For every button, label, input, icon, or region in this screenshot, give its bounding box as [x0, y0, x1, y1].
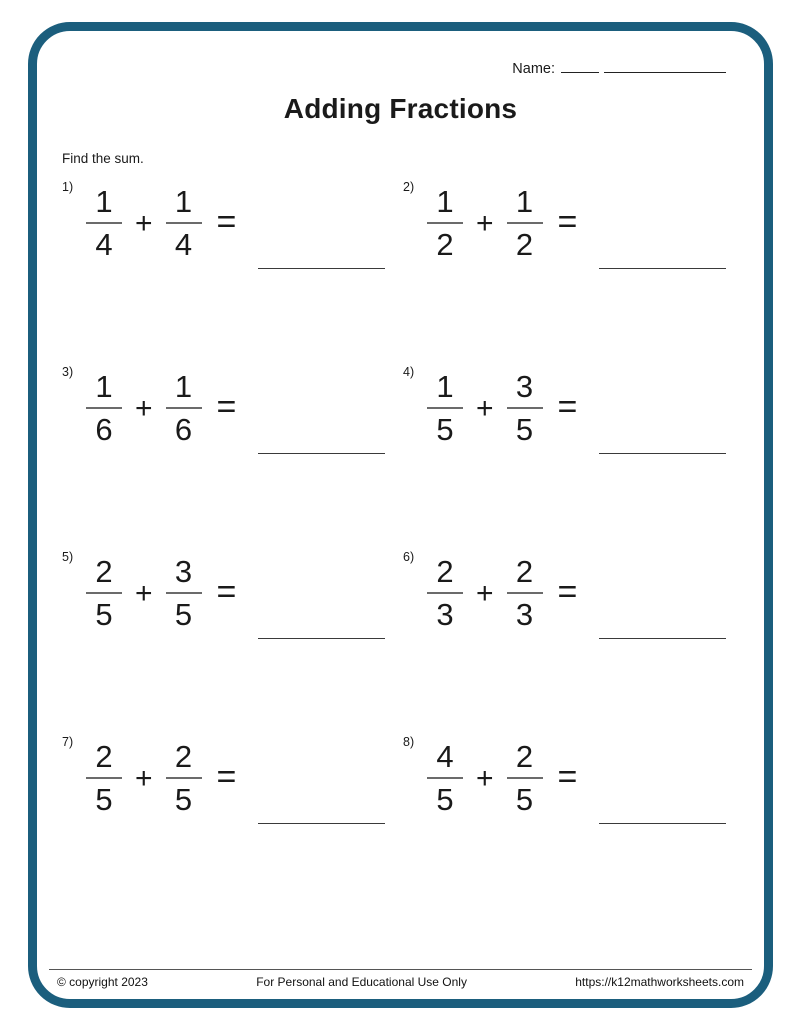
plus-sign: +	[476, 392, 494, 425]
fraction-numerator: 2	[174, 739, 193, 774]
equals-sign: =	[216, 757, 237, 796]
fraction-addend-1	[86, 186, 122, 260]
fraction-denominator: 5	[174, 597, 193, 632]
fraction-bar	[507, 592, 543, 594]
answer-blank-line	[258, 453, 385, 454]
fraction-denominator: 6	[174, 412, 193, 447]
fraction-bar	[507, 222, 543, 224]
problems-grid	[62, 178, 764, 845]
page-title: Adding Fractions	[283, 93, 518, 124]
equals-sign: =	[216, 387, 237, 426]
plus-sign: +	[135, 392, 153, 425]
fraction-addend-2	[166, 186, 202, 260]
problem-3	[62, 363, 403, 475]
expression	[427, 363, 726, 445]
fraction-bar	[86, 222, 122, 224]
fraction-numerator: 1	[515, 184, 534, 219]
fraction-addend-1	[86, 741, 122, 815]
fraction-bar	[166, 592, 202, 594]
fraction-bar	[507, 777, 543, 779]
fraction-addend-2	[507, 741, 543, 815]
fraction-numerator: 1	[95, 369, 113, 404]
fraction-addend-1	[427, 186, 463, 260]
problem-7	[62, 733, 403, 845]
fraction-addend-1	[427, 741, 463, 815]
equals-sign: =	[557, 202, 578, 241]
fraction-denominator: 5	[95, 782, 113, 817]
instruction-text: Find the sum.	[62, 151, 144, 166]
fraction-denominator: 5	[174, 782, 193, 817]
fraction-numerator: 1	[174, 184, 193, 219]
fraction-denominator: 5	[436, 782, 454, 817]
problem-5	[62, 548, 403, 660]
fraction-addend-1	[427, 371, 463, 445]
footer-url: https://k12mathworksheets.com	[575, 975, 744, 989]
fraction-addend-2	[166, 556, 202, 630]
equals-sign: =	[557, 572, 578, 611]
fraction-bar	[427, 777, 463, 779]
plus-sign: +	[135, 577, 153, 610]
name-blank-line	[604, 59, 726, 73]
fraction-addend-1	[86, 556, 122, 630]
problem-6	[403, 548, 764, 660]
fraction-denominator: 2	[515, 227, 534, 262]
fraction-numerator: 2	[95, 739, 113, 774]
fraction-denominator: 5	[515, 412, 534, 447]
fraction-bar	[86, 592, 122, 594]
answer-blank-line	[258, 268, 385, 269]
fraction-addend-1	[427, 556, 463, 630]
fraction-addend-1	[86, 371, 122, 445]
worksheet-border-frame	[28, 22, 773, 1008]
problem-1	[62, 178, 403, 290]
fraction-bar	[166, 777, 202, 779]
problem-number: 6)	[403, 550, 415, 564]
problem-number: 8)	[403, 735, 415, 749]
fraction-numerator: 2	[95, 554, 113, 589]
answer-blank-line	[599, 268, 726, 269]
equals-sign: =	[557, 387, 578, 426]
problem-4	[403, 363, 764, 475]
fraction-denominator: 4	[95, 227, 113, 262]
footer-usage-note: For Personal and Educational Use Only	[256, 975, 467, 989]
expression	[86, 178, 385, 260]
expression	[86, 363, 385, 445]
answer-blank-line	[599, 453, 726, 454]
fraction-addend-2	[166, 741, 202, 815]
fraction-numerator: 1	[436, 369, 454, 404]
fraction-numerator: 1	[95, 184, 113, 219]
fraction-addend-2	[507, 556, 543, 630]
name-row	[37, 59, 726, 77]
footer-copyright: © copyright 2023	[57, 975, 148, 989]
equals-sign: =	[216, 202, 237, 241]
equals-sign: =	[216, 572, 237, 611]
fraction-denominator: 6	[95, 412, 113, 447]
fraction-bar	[166, 222, 202, 224]
problem-number: 5)	[62, 550, 74, 564]
problem-number: 2)	[403, 180, 415, 194]
fraction-bar	[166, 407, 202, 409]
fraction-addend-2	[507, 186, 543, 260]
answer-blank-line	[258, 638, 385, 639]
expression	[427, 733, 726, 815]
fraction-numerator: 4	[436, 739, 454, 774]
expression	[86, 733, 385, 815]
fraction-addend-2	[166, 371, 202, 445]
fraction-numerator: 3	[515, 369, 534, 404]
problem-8	[403, 733, 764, 845]
fraction-numerator: 2	[515, 554, 534, 589]
problem-number: 7)	[62, 735, 74, 749]
fraction-denominator: 5	[515, 782, 534, 817]
plus-sign: +	[135, 762, 153, 795]
fraction-denominator: 3	[436, 597, 454, 632]
fraction-denominator: 3	[515, 597, 534, 632]
fraction-numerator: 2	[515, 739, 534, 774]
answer-blank-line	[599, 638, 726, 639]
fraction-bar	[427, 592, 463, 594]
expression	[86, 548, 385, 630]
fraction-numerator: 1	[174, 369, 193, 404]
fraction-bar	[86, 777, 122, 779]
plus-sign: +	[476, 207, 494, 240]
fraction-numerator: 3	[174, 554, 193, 589]
problem-number: 3)	[62, 365, 74, 379]
name-label: Name:	[512, 61, 555, 77]
answer-blank-line	[599, 823, 726, 824]
fraction-denominator: 5	[436, 412, 454, 447]
problem-number: 4)	[403, 365, 415, 379]
fraction-numerator: 1	[436, 184, 454, 219]
fraction-numerator: 2	[436, 554, 454, 589]
equals-sign: =	[557, 757, 578, 796]
plus-sign: +	[476, 762, 494, 795]
problem-number: 1)	[62, 180, 74, 194]
fraction-bar	[427, 407, 463, 409]
fraction-bar	[507, 407, 543, 409]
problem-2	[403, 178, 764, 290]
fraction-denominator: 2	[436, 227, 454, 262]
plus-sign: +	[476, 577, 494, 610]
fraction-denominator: 5	[95, 597, 113, 632]
fraction-bar	[427, 222, 463, 224]
footer	[49, 969, 752, 989]
fraction-addend-2	[507, 371, 543, 445]
expression	[427, 178, 726, 260]
name-blank-line	[561, 59, 599, 73]
fraction-bar	[86, 407, 122, 409]
fraction-denominator: 4	[174, 227, 193, 262]
expression	[427, 548, 726, 630]
plus-sign: +	[135, 207, 153, 240]
answer-blank-line	[258, 823, 385, 824]
